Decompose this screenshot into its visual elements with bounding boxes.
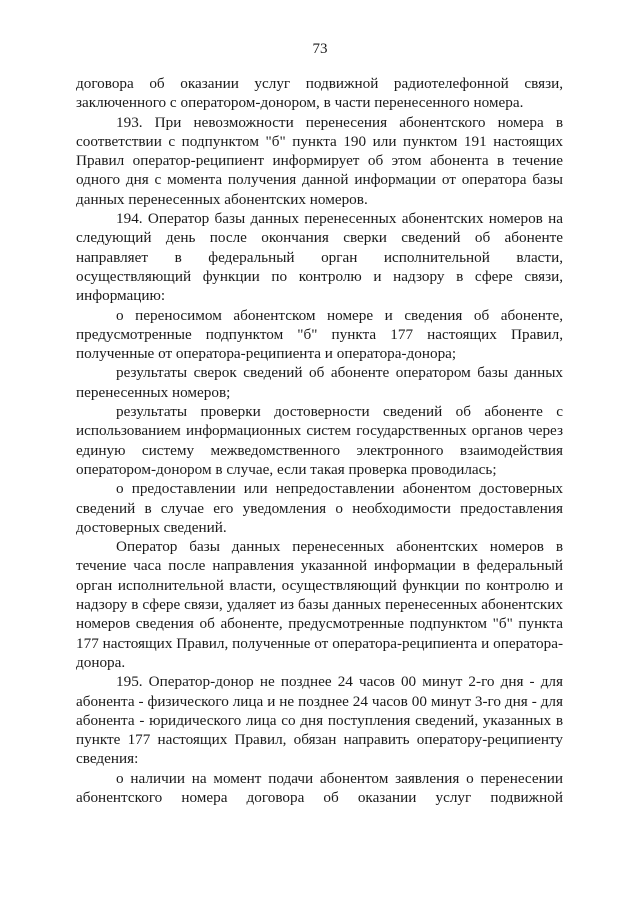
paragraph-194-deletion: Оператор базы данных перенесенных абонентских номеров в течение часа после направления указанной информации в федеральный орган исполнительной власти, осуществляющий функции по контролю и надзору в сфере связи, удаляет из базы данных перенесенных абонентских номеров сведения об абоненте, предусмотренные подпунктом "б" пункта 177 настоящих Правил, полученные от оператора-реципиента и оператора-донора. — [76, 538, 563, 671]
document-body — [76, 74, 563, 807]
paragraph-194-item-3: результаты проверки достоверности сведений об абоненте с использованием информационных систем государственных органов через единую систему межведомственного электронного взаимодействия оператором-донором в случае, если такая проверка проводилась; — [76, 403, 563, 478]
paragraph-194-item-1: о переносимом абонентском номере и сведения об абоненте, предусмотренные подпунктом "б" пункта 177 настоящих Правил, полученные от оператора-реципиента и оператора-донора; — [76, 306, 563, 363]
paragraph-195-item-1: о наличии на момент подачи абонентом заявления о перенесении абонентского номера договора об оказании услуг подвижной — [76, 769, 563, 806]
paragraph-193: 193. При невозможности перенесения абонентского номера в соответствии с подпунктом "б" пункта 190 или пунктом 191 настоящих Правил оператор-реципиент информирует об этом абонента в течение одного дня с момента получения данной информации от оператора базы данных перенесенных абонентских номеров. — [76, 113, 563, 208]
paragraph-194: 194. Оператор базы данных перенесенных абонентских номеров на следующий день после окончания сверки сведений об абоненте направляет в федеральный орган исполнительной власти, осуществляющий функции по контролю и надзору в сфере связи, информацию: — [76, 210, 563, 305]
paragraph-194-item-4: о предоставлении или непредоставлении абонентом достоверных сведений в случае его уведомления о необходимости предоставления достоверных сведений. — [76, 480, 563, 536]
page-number: 73 — [312, 41, 328, 57]
paragraph-continuation: договора об оказании услуг подвижной радиотелефонной связи, заключенного с оператором-донором, в части перенесенного номера. — [76, 75, 563, 112]
paragraph-194-item-2: результаты сверок сведений об абоненте оператором базы данных перенесенных номеров; — [76, 364, 563, 401]
paragraph-195: 195. Оператор-донор не позднее 24 часов 00 минут 2-го дня - для абонента - физического лица и не позднее 24 часов 00 минут 3-го дня - для абонента - юридического лица со дня поступления сведений, указанных в пункте 177 настоящих Правил, обязан направить оператору-реципиенту сведения: — [76, 673, 563, 768]
